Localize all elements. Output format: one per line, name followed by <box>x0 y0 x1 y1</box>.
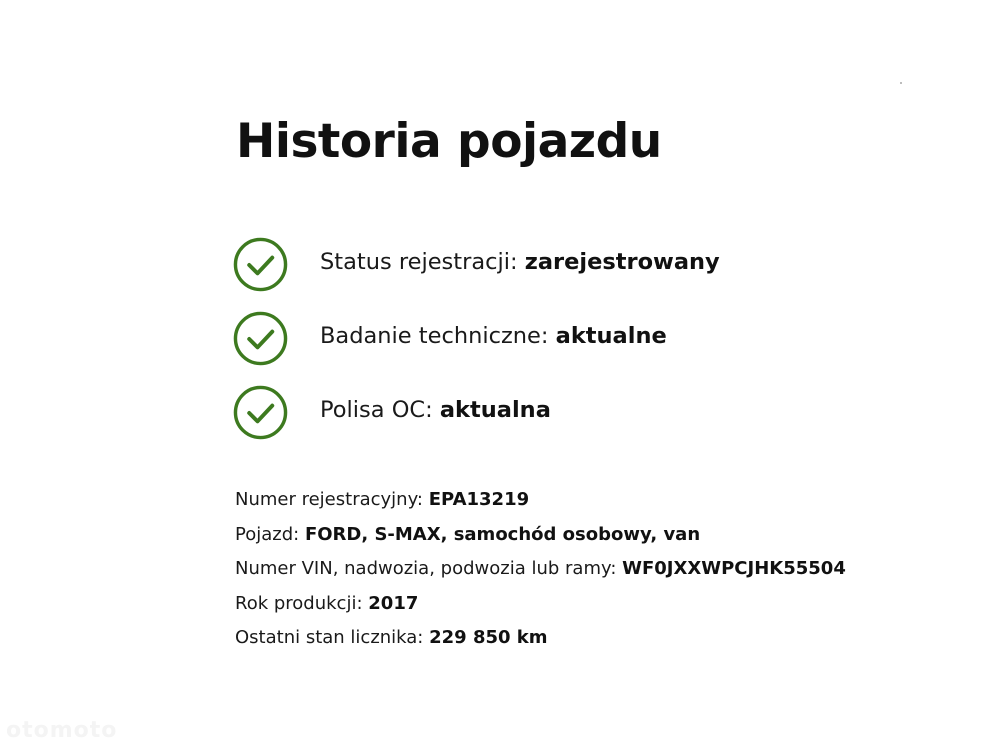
detail-value: WF0JXXWPCJHK55504 <box>622 558 846 579</box>
detail-label: Rok produkcji: <box>235 592 363 614</box>
page-title: Historia pojazdu <box>236 114 662 169</box>
detail-label: Pojazd: <box>235 523 300 545</box>
status-label: Badanie techniczne: <box>320 323 549 349</box>
detail-row-vehicle <box>235 524 935 559</box>
status-label: Polisa OC: <box>320 397 433 423</box>
detail-value: EPA13219 <box>428 489 530 510</box>
detail-label: Numer VIN, nadwozia, podwozia lub ramy: <box>235 558 617 579</box>
detail-row-production-year <box>235 593 935 628</box>
check-circle-icon <box>233 385 288 440</box>
detail-value: FORD, S-MAX, samochód osobowy, van <box>304 523 701 545</box>
detail-value: 229 850 km <box>429 627 548 648</box>
detail-row-vin <box>235 558 935 593</box>
status-value: aktualne <box>555 323 667 349</box>
status-text <box>320 323 667 349</box>
status-row-insurance <box>233 385 853 459</box>
status-text <box>320 249 720 275</box>
detail-label: Numer rejestracyjny: <box>235 489 423 510</box>
status-row-registration <box>233 237 853 311</box>
status-text <box>320 397 551 423</box>
detail-row-registration-number <box>235 489 935 524</box>
corner-dot <box>900 82 902 84</box>
detail-value: 2017 <box>368 592 419 614</box>
watermark-logo: otomoto <box>6 718 118 743</box>
vehicle-details <box>235 489 935 662</box>
status-label: Status rejestracji: <box>320 249 518 275</box>
status-list <box>233 237 853 459</box>
check-circle-icon <box>233 311 288 366</box>
status-row-inspection <box>233 311 853 385</box>
detail-label: Ostatni stan licznika: <box>235 627 424 648</box>
detail-row-odometer <box>235 627 935 662</box>
check-circle-icon <box>233 237 288 292</box>
status-value: zarejestrowany <box>524 249 720 275</box>
status-value: aktualna <box>439 397 551 423</box>
